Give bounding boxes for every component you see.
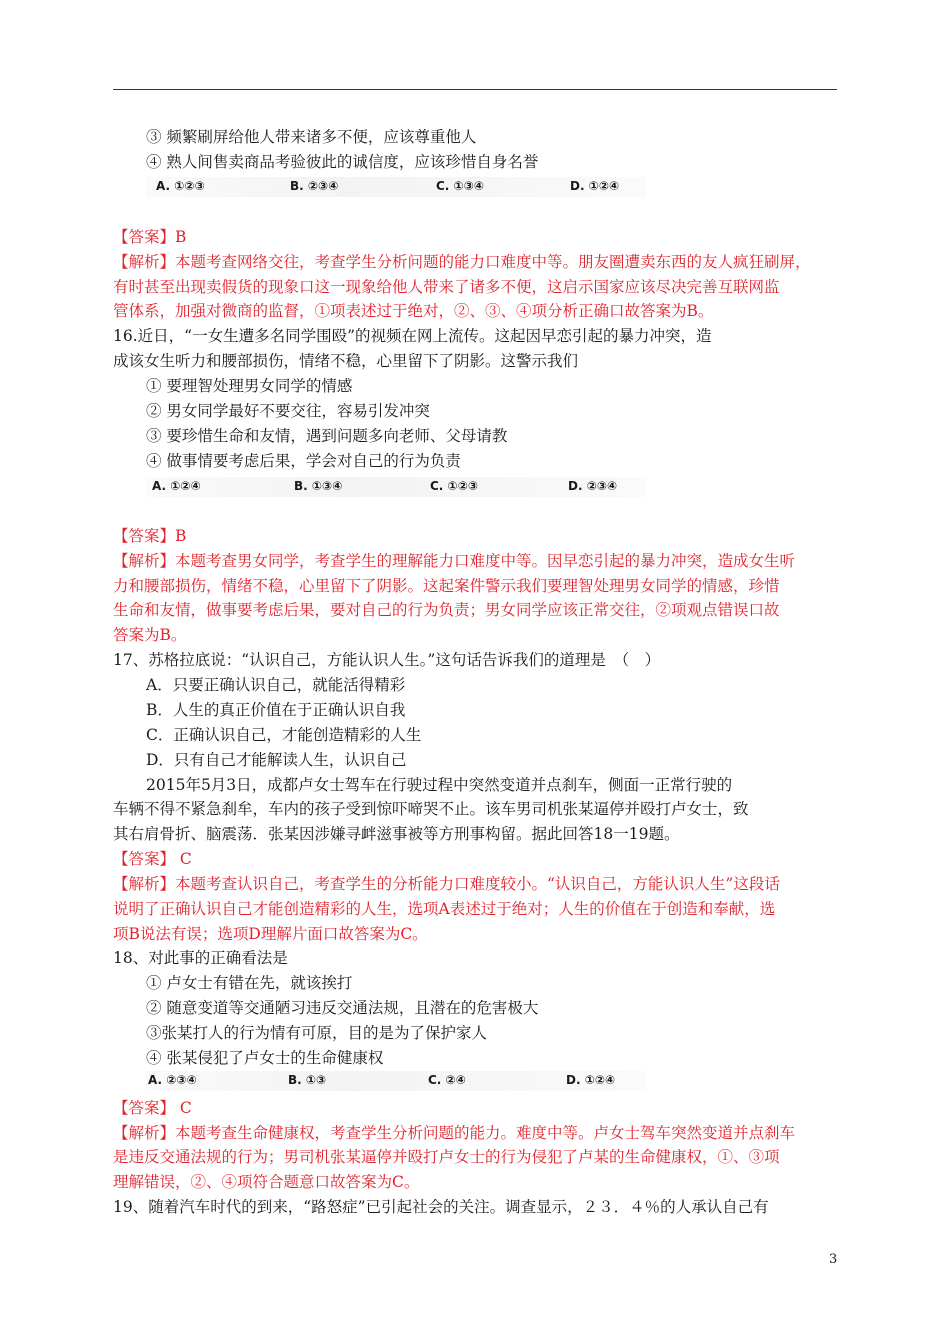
q16-analysis-line: 力和腰部损伤，情绪不稳，心里留下了阴影。这起案件警示我们要理智处理男女同学的情感，珍惜 (113, 577, 780, 595)
q17-analysis-line: 【解析】本题考查认识自己，考查学生的分析能力口难度较小。“认识自己，方能认识人生”这段话 (113, 875, 780, 893)
q16-item-4: ④ 做事情要考虑后果，学会对自己的行为负责 (146, 452, 461, 470)
q16-option-c: C. ①②③ (430, 479, 479, 493)
q18-answer: 【答案】 C (113, 1099, 192, 1117)
q17-stem: 17、苏格拉底说：“认识自己，方能认识人生。”这句话告诉我们的道理是 （ ） (113, 651, 661, 669)
q15-analysis-line: 【解析】本题考查网络交往，考查学生分析问题的能力口难度中等。朋友圈遭卖东西的友人疯狂刷屏， (113, 253, 811, 271)
q18-analysis-line: 【解析】本题考查生命健康权，考查学生分析问题的能力。难度中等。卢女士驾车突然变道并点刹车 (113, 1124, 796, 1142)
q17-item-b: B．人生的真正价值在于正确认识自我 (146, 701, 406, 719)
q17-answer: 【答案】 C (113, 850, 192, 868)
q17-analysis-line: 说明了正确认识自己才能创造精彩的人生，选项A表述过于绝对；人生的价值在于创造和奉献，选 (113, 900, 776, 918)
q15-item-4: ④ 熟人间售卖商品考验彼此的诚信度，应该珍惜自身名誉 (146, 153, 539, 171)
q16-option-a: A. ①②④ (152, 479, 201, 493)
q18-analysis-line: 理解错误，②、④项符合题意口故答案为C。 (113, 1173, 420, 1191)
q17-analysis-line: 项B说法有误；选项D理解片面口故答案为C。 (113, 925, 428, 943)
q15-option-b: B. ②③④ (290, 179, 339, 193)
q15-answer: 【答案】B (113, 228, 187, 246)
q16-item-2: ② 男女同学最好不要交往，容易引发冲突 (146, 402, 430, 420)
q18-item-2: ② 随意变道等交通陋习违反交通法规，且潜在的危害极大 (146, 999, 539, 1017)
q16-option-b: B. ①③④ (294, 479, 343, 493)
q17-item-c: C．正确认识自己，才能创造精彩的人生 (146, 726, 422, 744)
header-rule (113, 89, 837, 90)
page-number: 3 (829, 1252, 838, 1267)
q15-options (146, 177, 646, 197)
q16-stem-line: 成该女生听力和腰部损伤，情绪不稳，心里留下了阴影。这警示我们 (113, 352, 579, 370)
q18-option-c: C. ②④ (428, 1073, 466, 1087)
q15-analysis-line: 有时甚至出现卖假货的现象口这一现象给他人带来了诸多不便，这启示国家应该尽决完善互联网监 (113, 278, 780, 296)
q15-analysis-line: 管体系，加强对微商的监督，①项表述过于绝对，②、③、④项分析正确口故答案为B。 (113, 302, 714, 320)
q16-analysis-line: 【解析】本题考查男女同学，考查学生的理解能力口难度中等。因早恋引起的暴力冲突，造成女生听 (113, 552, 796, 570)
q18-stem: 18、对此事的正确看法是 (113, 949, 288, 967)
q18-item-1: ① 卢女士有错在先，就该挨打 (146, 974, 353, 992)
q18-analysis-line: 是违反交通法规的行为；男司机张某逼停并殴打卢女士的行为侵犯了卢某的生命健康权，①、③项 (113, 1148, 780, 1166)
q15-option-c: C. ①③④ (436, 179, 485, 193)
q17-material-line: 其右肩骨折、脑震荡．张某因涉嫌寻衅滋事被等方刑事构留。据此回答18一19题。 (113, 825, 680, 843)
q18-options (146, 1071, 646, 1091)
q16-option-d: D. ②③④ (568, 479, 618, 493)
q18-option-a: A. ②③④ (148, 1073, 197, 1087)
q17-item-d: D．只有自己才能解读人生，认识自己 (146, 751, 407, 769)
q17-material-line: 2015年5月3日，成都卢女士驾车在行驶过程中突然变道并点刹车，侧面一正常行驶的 (146, 776, 733, 794)
q16-analysis-line: 答案为B。 (113, 626, 187, 644)
q15-item-3: ③ 频繁刷屏给他人带来诸多不便，应该尊重他人 (146, 128, 477, 146)
q18-option-b: B. ①③ (288, 1073, 327, 1087)
q19-stem: 19、随着汽车时代的到来，“路怒症”已引起社会的关注。调查显示，２３．４％的人承认自己有 (113, 1198, 769, 1216)
q16-item-1: ① 要理智处理男女同学的情感 (146, 377, 353, 395)
q15-option-a: A. ①②③ (156, 179, 205, 193)
q16-options (146, 477, 646, 497)
q18-option-d: D. ①②④ (566, 1073, 616, 1087)
q16-item-3: ③ 要珍惜生命和友情，遇到问题多向老师、父母请教 (146, 427, 508, 445)
q16-answer: 【答案】B (113, 527, 187, 545)
q18-item-3: ③张某打人的行为情有可原，目的是为了保护家人 (146, 1024, 488, 1042)
q18-item-4: ④ 张某侵犯了卢女士的生命健康权 (146, 1049, 384, 1067)
q16-analysis-line: 生命和友情，做事要考虑后果，要对自己的行为负责；男女同学应该正常交往，②项观点错误口故 (113, 601, 780, 619)
q16-stem-line: 16.近日，“一女生遭多名同学围殴”的视频在网上流传。这起因早恋引起的暴力冲突，造 (113, 327, 712, 345)
q17-item-a: A．只要正确认识自己，就能活得精彩 (146, 676, 406, 694)
q17-material-line: 车辆不得不紧急刹牟，车内的孩子受到惊吓啼哭不止。该车男司机张某逼停并殴打卢女士，致 (113, 800, 749, 818)
q15-option-d: D. ①②④ (570, 179, 620, 193)
